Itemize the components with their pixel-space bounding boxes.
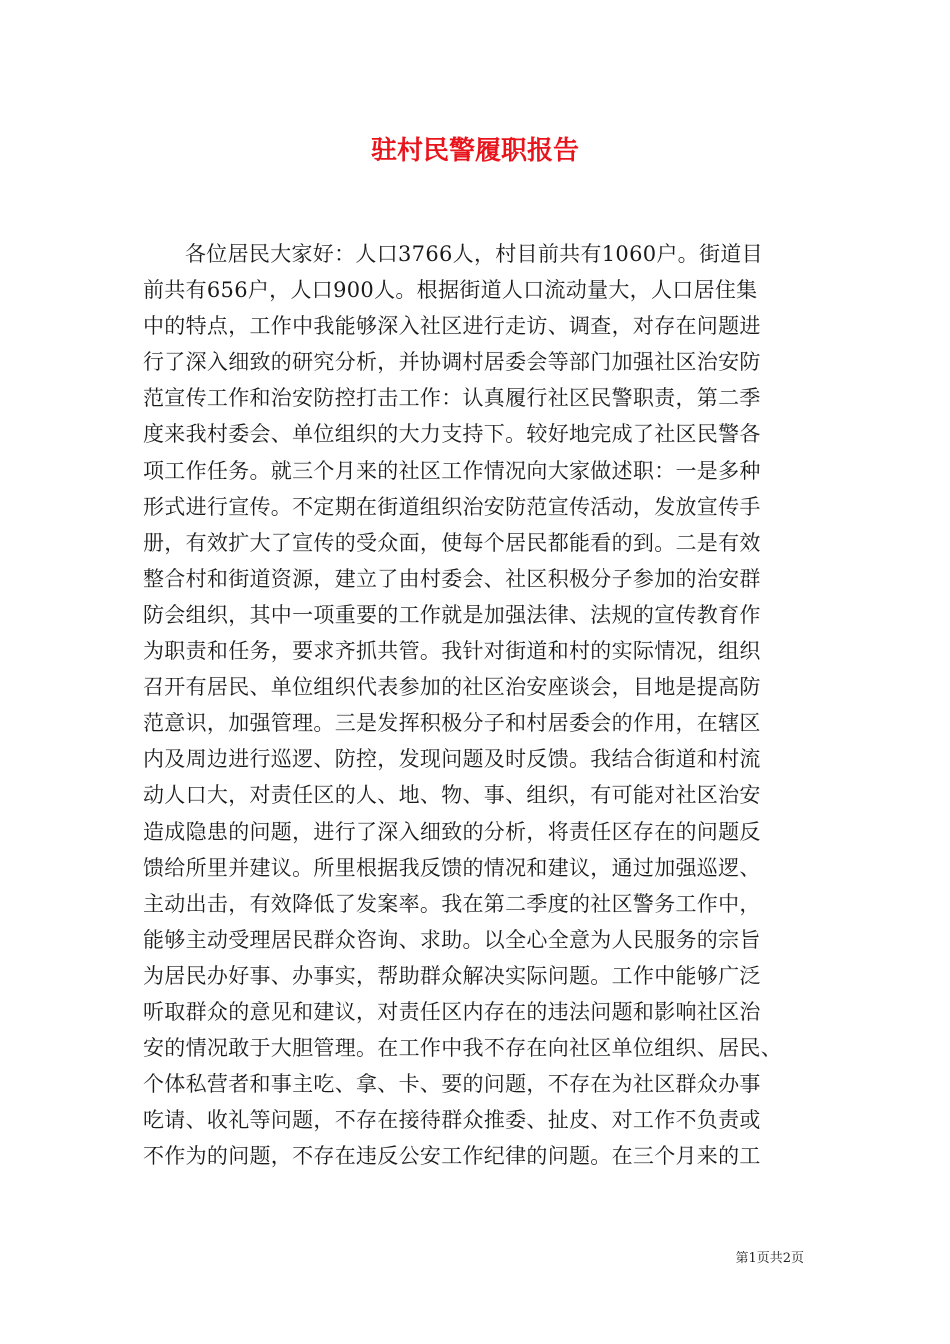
body-line: 项工作任务。就三个月来的社区工作情况向大家做述职：一是多种 — [143, 458, 761, 483]
body-line: 各位居民大家好：人口3766人，村目前共有1060户。街道目 — [185, 242, 763, 266]
body-line: 前共有656户，人口900人。根据街道人口流动量大，人口居住集 — [143, 278, 758, 303]
body-line: 册，有效扩大了宣传的受众面，使每个居民都能看的到。二是有效 — [143, 530, 761, 555]
body-line: 安的情况敢于大胆管理。在工作中我不存在向社区单位组织、居民、 — [143, 1036, 782, 1061]
body-line: 内及周边进行巡逻、防控，发现问题及时反馈。我结合街道和村流 — [143, 747, 761, 772]
body-line: 召开有居民、单位组织代表参加的社区治安座谈会，目地是提高防 — [143, 675, 761, 700]
body-line: 能够主动受理居民群众咨询、求助。以全心全意为人民服务的宗旨 — [143, 927, 761, 952]
body-line: 吃请、收礼等问题，不存在接待群众推委、扯皮、对工作不负责或 — [143, 1108, 761, 1133]
body-line: 形式进行宣传。不定期在街道组织治安防范宣传活动，发放宣传手 — [143, 494, 761, 519]
body-line: 整合村和街道资源，建立了由村委会、社区积极分子参加的治安群 — [143, 566, 761, 591]
body-line: 范宣传工作和治安防控打击工作：认真履行社区民警职责，第二季 — [143, 386, 761, 411]
body-line: 主动出击，有效降低了发案率。我在第二季度的社区警务工作中， — [143, 891, 761, 916]
body-line: 不作为的问题，不存在违反公安工作纪律的问题。在三个月来的工 — [143, 1144, 761, 1169]
body-line: 行了深入细致的研究分析，并协调村居委会等部门加强社区治安防 — [143, 350, 761, 375]
body-line: 为职责和任务，要求齐抓共管。我针对街道和村的实际情况，组织 — [143, 639, 761, 664]
body-line: 听取群众的意见和建议，对责任区内存在的违法问题和影响社区治 — [143, 999, 761, 1024]
body-line: 中的特点，工作中我能够深入社区进行走访、调查，对存在问题进 — [143, 314, 761, 339]
body-line: 度来我村委会、单位组织的大力支持下。较好地完成了社区民警各 — [143, 422, 761, 447]
document-title: 驻村民警履职报告 — [370, 136, 579, 166]
page-footer: 第1页共2页 — [735, 1251, 804, 1266]
body-line: 馈给所里并建议。所里根据我反馈的情况和建议，通过加强巡逻、 — [143, 855, 761, 880]
body-line: 范意识，加强管理。三是发挥积极分子和村居委会的作用，在辖区 — [143, 711, 761, 736]
body-line: 造成隐患的问题，进行了深入细致的分析，将责任区存在的问题反 — [143, 819, 761, 844]
body-line: 防会组织，其中一项重要的工作就是加强法律、法规的宣传教育作 — [143, 602, 761, 627]
body-line: 动人口大，对责任区的人、地、物、事、组织，有可能对社区治安 — [143, 783, 761, 808]
body-line: 个体私营者和事主吃、拿、卡、要的问题，不存在为社区群众办事 — [143, 1072, 761, 1097]
document-body — [143, 236, 813, 1174]
body-line: 为居民办好事、办事实，帮助群众解决实际问题。工作中能够广泛 — [143, 963, 761, 988]
